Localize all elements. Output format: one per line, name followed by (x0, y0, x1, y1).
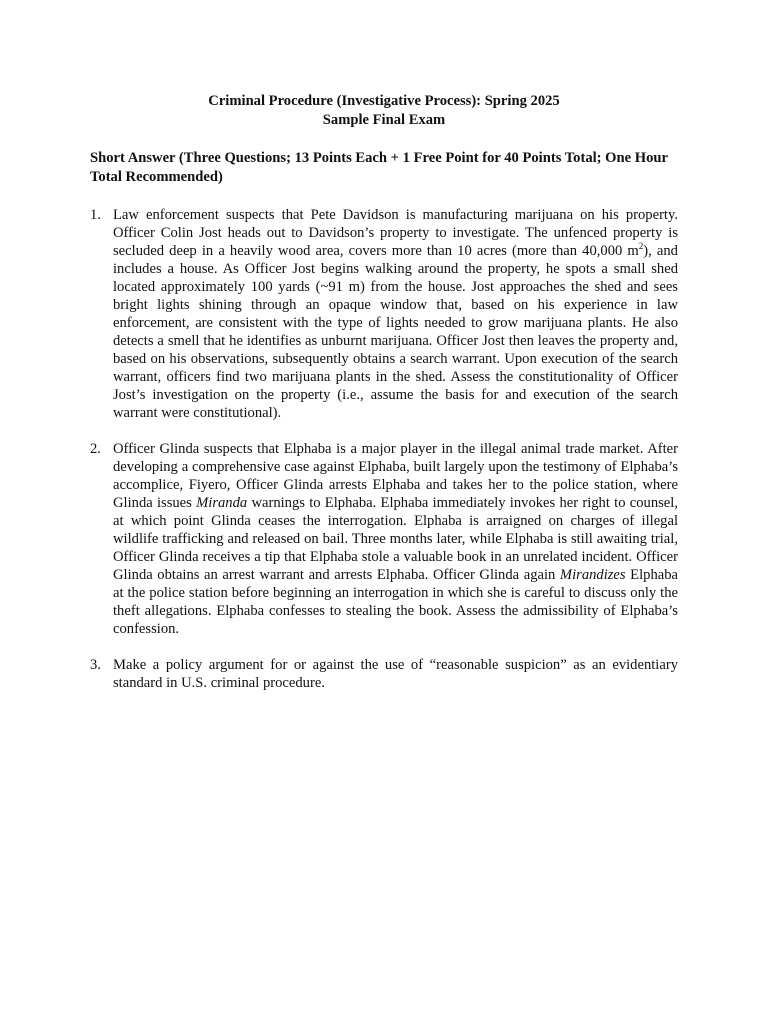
exam-title: Sample Final Exam (322, 112, 446, 128)
course-title: Criminal Procedure (Investigative Process): Spring 2025 (208, 93, 560, 109)
section-heading: Short Answer (Three Questions; 13 Points Each + 1 Free Point for 40 Points Total; One Hour Total Recommended) (90, 150, 668, 185)
italic-term-miranda: Miranda (196, 495, 248, 511)
question-1 (90, 206, 678, 422)
question-text-part: Officer Glinda suspects that Elphaba is a major player in the illegal animal trade market. After developing a comprehensive case against Elphaba, built largely upon the testimony of Elphaba’s accomplice, Fiyero, Officer Glinda arrests Elphaba and takes her to the police station, where Glinda issues (113, 441, 678, 511)
question-text-part: Elphaba at the police station before beginning an interrogation in which she is careful to discuss only the theft allegations. Elphaba confesses to stealing the book. Assess the admissibility of Elphaba’s confession. (113, 567, 678, 637)
question-number: 3. (90, 657, 101, 673)
superscript-two: 2 (638, 241, 644, 252)
italic-term-mirandizes: Mirandizes (559, 567, 626, 583)
question-list (90, 206, 678, 692)
question-text-part: Law enforcement suspects that Pete Davidson is manufacturing marijuana on his property. Officer Colin Jost heads out to Davidson’s property to investigate. The unfenced property is secluded deep in a heavily wood area, covers more than 10 acres (more than 40,000 m (113, 207, 678, 259)
question-number: 1. (90, 207, 101, 223)
question-text-part: ), and includes a house. As Officer Jost begins walking around the property, he spots a small shed located approximately 100 yards (~91 m) from the house. Jost approaches the shed and sees bright lights shining through an opaque window that, based on his experience in law enforcement, are consistent with the type of lights needed to grow marijuana plants. He also detects a smell that he identifies as unburnt marijuana. Officer Jost then leaves the property and, based on his observations, subsequently obtains a search warrant. Upon execution of the search warrant, officers find two marijuana plants in the shed. Assess the constitutionality of Officer Jost’s investigation on the property (i.e., assume the basis for and execution of the search warrant were constitutional). (113, 243, 678, 421)
question-2 (90, 440, 678, 638)
question-text (113, 440, 678, 638)
question-text (113, 206, 678, 422)
question-text (113, 656, 678, 692)
question-text-part: Make a policy argument for or against the use of “reasonable suspicion” as an evidentiary standard in U.S. criminal procedure. (113, 657, 678, 691)
exam-page (90, 92, 678, 710)
question-text-part: warnings to Elphaba. Elphaba immediately invokes her right to counsel, at which point Glinda ceases the interrogation. Elphaba is arraigned on charges of illegal wildlife trafficking and released on bail. Three months later, while Elphaba is still awaiting trial, Officer Glinda receives a tip that Elphaba stole a valuable book in an unrelated incident. Officer Glinda obtains an arrest warrant and arrests Elphaba. Officer Glinda again (113, 495, 678, 583)
exam-header (90, 92, 678, 130)
question-number: 2. (90, 441, 101, 457)
question-3 (90, 656, 678, 692)
